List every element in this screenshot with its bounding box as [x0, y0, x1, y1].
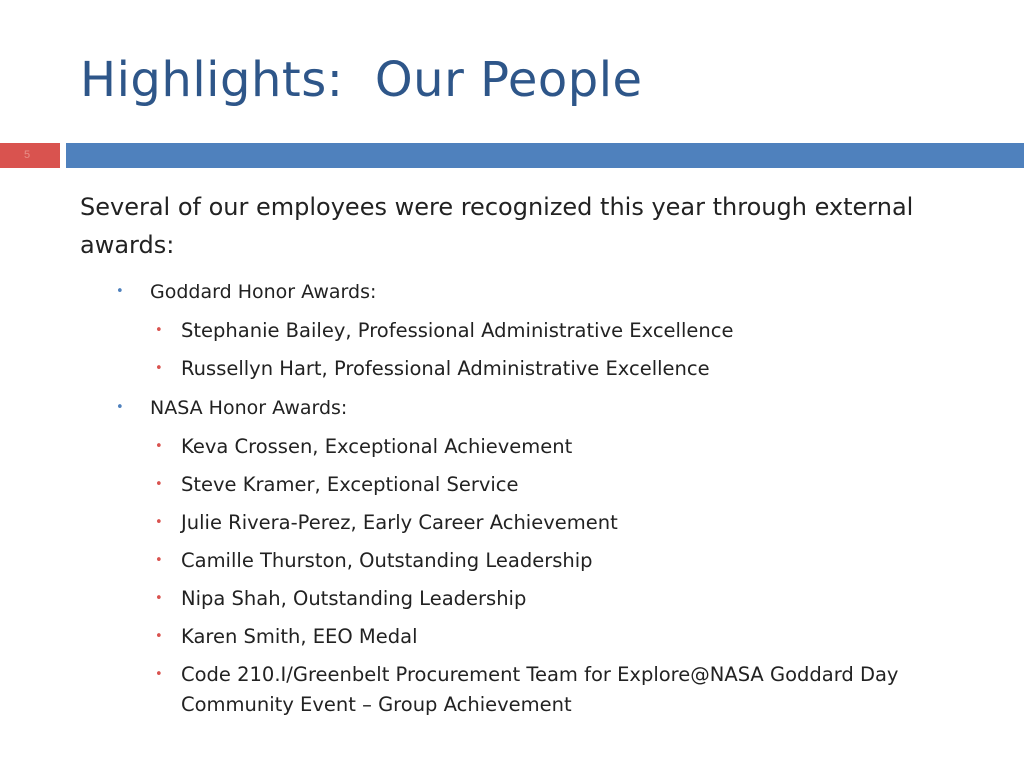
bullet-dot-icon: •: [155, 515, 163, 530]
bullet-dot-icon: •: [155, 323, 163, 338]
award-item-text: Stephanie Bailey, Professional Administrative Excellence: [181, 319, 734, 342]
award-item: [150, 354, 1000, 384]
bullet-dot-icon: •: [116, 284, 124, 299]
bullet-dot-icon: •: [116, 400, 124, 415]
award-groups: [80, 278, 1000, 720]
bullet-dot-icon: •: [155, 667, 163, 682]
bullet-dot-icon: •: [155, 553, 163, 568]
award-group-label: Goddard Honor Awards:: [150, 281, 377, 303]
award-list: [150, 432, 1000, 720]
header-accent-bar: [66, 143, 1024, 168]
award-item: [150, 584, 1000, 614]
award-item-text: Karen Smith, EEO Medal: [181, 625, 418, 648]
award-group-goddard: [80, 278, 1000, 384]
award-item: [150, 622, 1000, 652]
bullet-dot-icon: •: [155, 591, 163, 606]
award-item-text: Julie Rivera-Perez, Early Career Achievement: [181, 511, 618, 534]
award-item-text: Steve Kramer, Exceptional Service: [181, 473, 519, 496]
award-item-text: Keva Crossen, Exceptional Achievement: [181, 435, 573, 458]
bullet-dot-icon: •: [155, 439, 163, 454]
award-item-text: Nipa Shah, Outstanding Leadership: [181, 587, 527, 610]
award-item: [150, 316, 1000, 346]
award-item-text: Code 210.I/Greenbelt Procurement Team for Explore@NASA Goddard Day Community Event – Group Achievement: [181, 663, 899, 716]
award-item: [150, 432, 1000, 462]
slide-title: Highlights: Our People: [80, 52, 643, 108]
intro-text: Several of our employees were recognized this year through external awards:: [80, 193, 914, 259]
award-item-text: Russellyn Hart, Professional Administrative Excellence: [181, 357, 710, 380]
award-group-label: NASA Honor Awards:: [150, 397, 348, 419]
award-item: [150, 660, 1000, 720]
bullet-dot-icon: •: [155, 629, 163, 644]
bullet-dot-icon: •: [155, 361, 163, 376]
slide-body: [80, 188, 1000, 730]
award-list: [150, 316, 1000, 384]
slide-number: 5: [0, 143, 60, 168]
bullet-dot-icon: •: [155, 477, 163, 492]
award-item-text: Camille Thurston, Outstanding Leadership: [181, 549, 593, 572]
award-item: [150, 508, 1000, 538]
award-item: [150, 546, 1000, 576]
award-group-nasa: [80, 394, 1000, 720]
award-item: [150, 470, 1000, 500]
